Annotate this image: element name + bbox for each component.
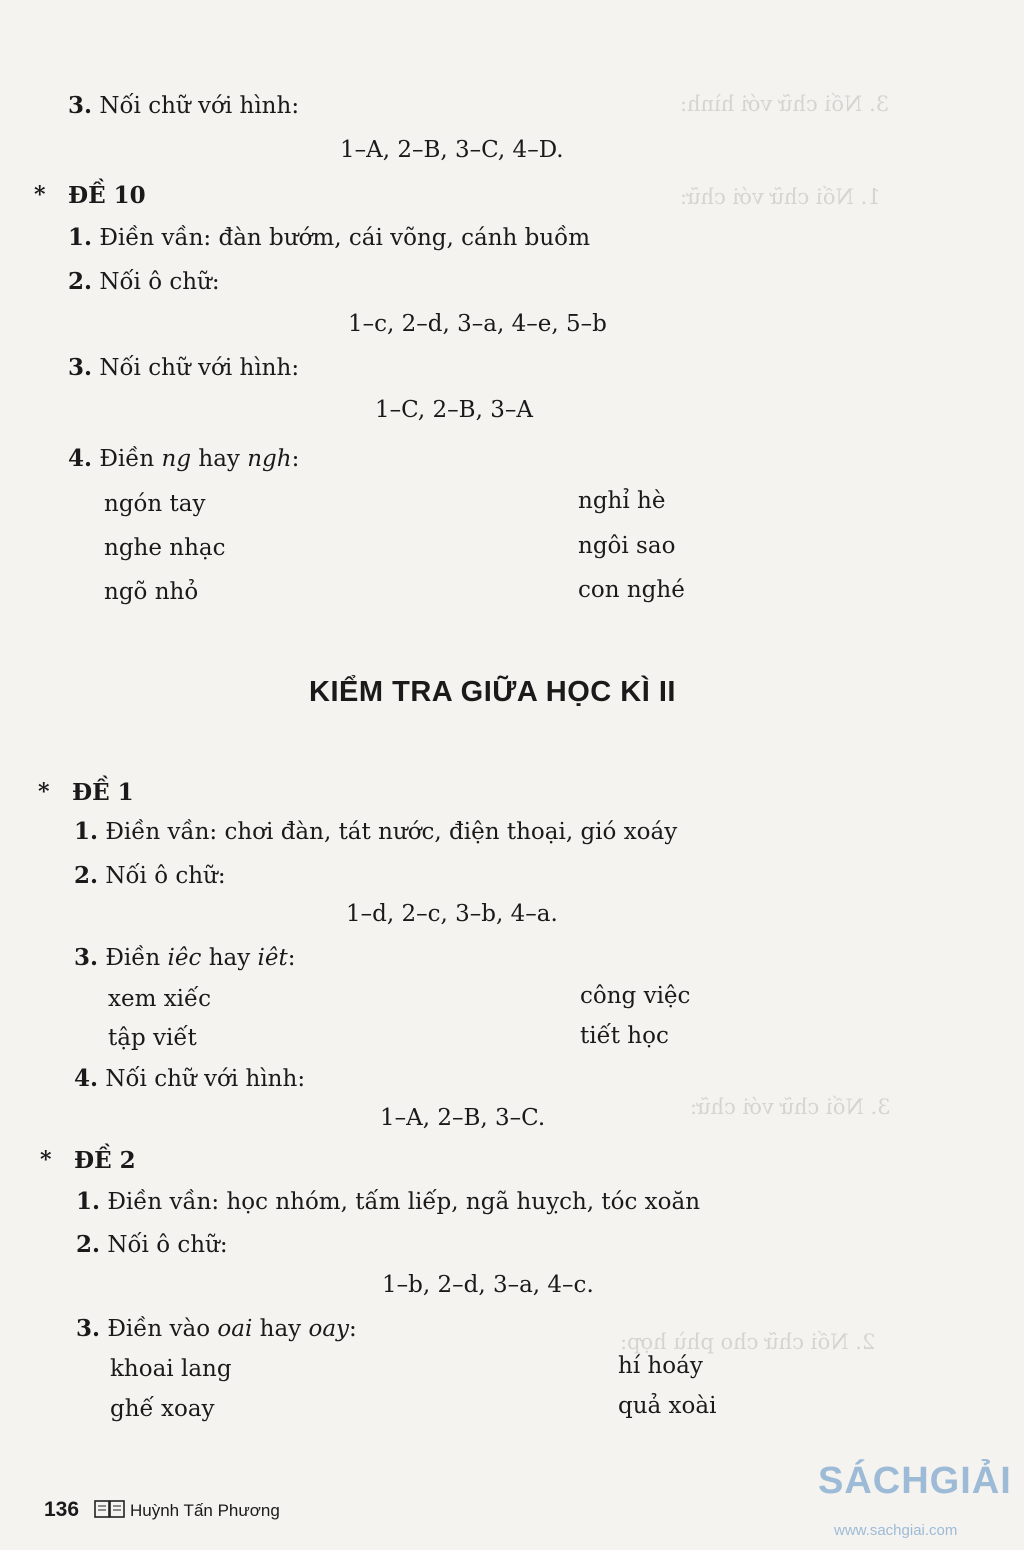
book-icon (94, 1499, 126, 1524)
word-item: nghỉ hè (578, 488, 666, 514)
answer: 1–d, 2–c, 3–b, 4–a. (346, 901, 558, 927)
bleed-through-text: 3. Nối chữ với chữ: (690, 1095, 891, 1119)
question-3: 3. Điền iêc hay iêt: (74, 944, 296, 971)
word-item: hí hoáy (618, 1353, 703, 1379)
question-1: 1. Điền vần: đàn bướm, cái võng, cánh buồm (68, 224, 591, 251)
asterisk-bullet: * (34, 182, 46, 208)
section-heading: ĐỀ 2 (74, 1147, 136, 1174)
word-item: tiết học (580, 1023, 669, 1049)
answer: 1–c, 2–d, 3–a, 4–e, 5–b (348, 311, 607, 337)
question-1: 1. Điền vần: học nhóm, tấm liếp, ngã huỵch, tóc xoăn (76, 1188, 701, 1215)
answer: 1–A, 2–B, 3–C, 4–D. (340, 137, 564, 163)
answer: 1–A, 2–B, 3–C. (380, 1105, 546, 1131)
word-item: khoai lang (110, 1356, 232, 1382)
word-item: công việc (580, 983, 691, 1009)
author-name: Huỳnh Tấn Phương (130, 1501, 280, 1520)
section-heading: ĐỀ 1 (72, 779, 134, 806)
bleed-through-text: 3. Nối chữ với hình: (680, 92, 890, 116)
question-4: 4. Điền ng hay ngh: (68, 445, 300, 472)
answer: 1–b, 2–d, 3–a, 4–c. (382, 1272, 594, 1298)
asterisk-bullet: * (40, 1147, 52, 1173)
bleed-through-text: 2. Nối chữ cho phù hợp: (620, 1330, 876, 1354)
answer: 1–C, 2–B, 3–A (375, 397, 533, 423)
watermark-url: www.sachgiai.com (834, 1522, 958, 1539)
question-3: 3. Điền vào oai hay oay: (76, 1315, 357, 1342)
question-2: 2. Nối ô chữ: (68, 268, 220, 295)
word-item: ngón tay (104, 491, 206, 517)
word-item: tập viết (108, 1025, 197, 1051)
question-3: 3. Nối chữ với hình: (68, 92, 300, 119)
question-2: 2. Nối ô chữ: (74, 862, 226, 889)
watermark-logo: SÁCHGIẢI (818, 1460, 1012, 1502)
bleed-through-text: 1. Nối chữ với chữ: (680, 185, 881, 209)
word-item: quả xoài (618, 1393, 717, 1419)
question-4: 4. Nối chữ với hình: (74, 1065, 306, 1092)
word-item: nghe nhạc (104, 535, 226, 561)
section-heading: ĐỀ 10 (68, 182, 146, 209)
word-item: ghế xoay (110, 1396, 215, 1422)
word-item: xem xiếc (108, 986, 212, 1012)
asterisk-bullet: * (38, 779, 50, 805)
word-item: ngôi sao (578, 533, 676, 559)
question-2: 2. Nối ô chữ: (76, 1231, 228, 1258)
word-item: con nghé (578, 577, 685, 603)
page-section-title: KIỂM TRA GIỮA HỌC KÌ II (309, 676, 676, 708)
question-1: 1. Điền vần: chơi đàn, tát nước, điện thoại, gió xoáy (74, 818, 678, 845)
word-item: ngõ nhỏ (104, 579, 199, 605)
page-number: 136 (44, 1498, 80, 1521)
question-3: 3. Nối chữ với hình: (68, 354, 300, 381)
